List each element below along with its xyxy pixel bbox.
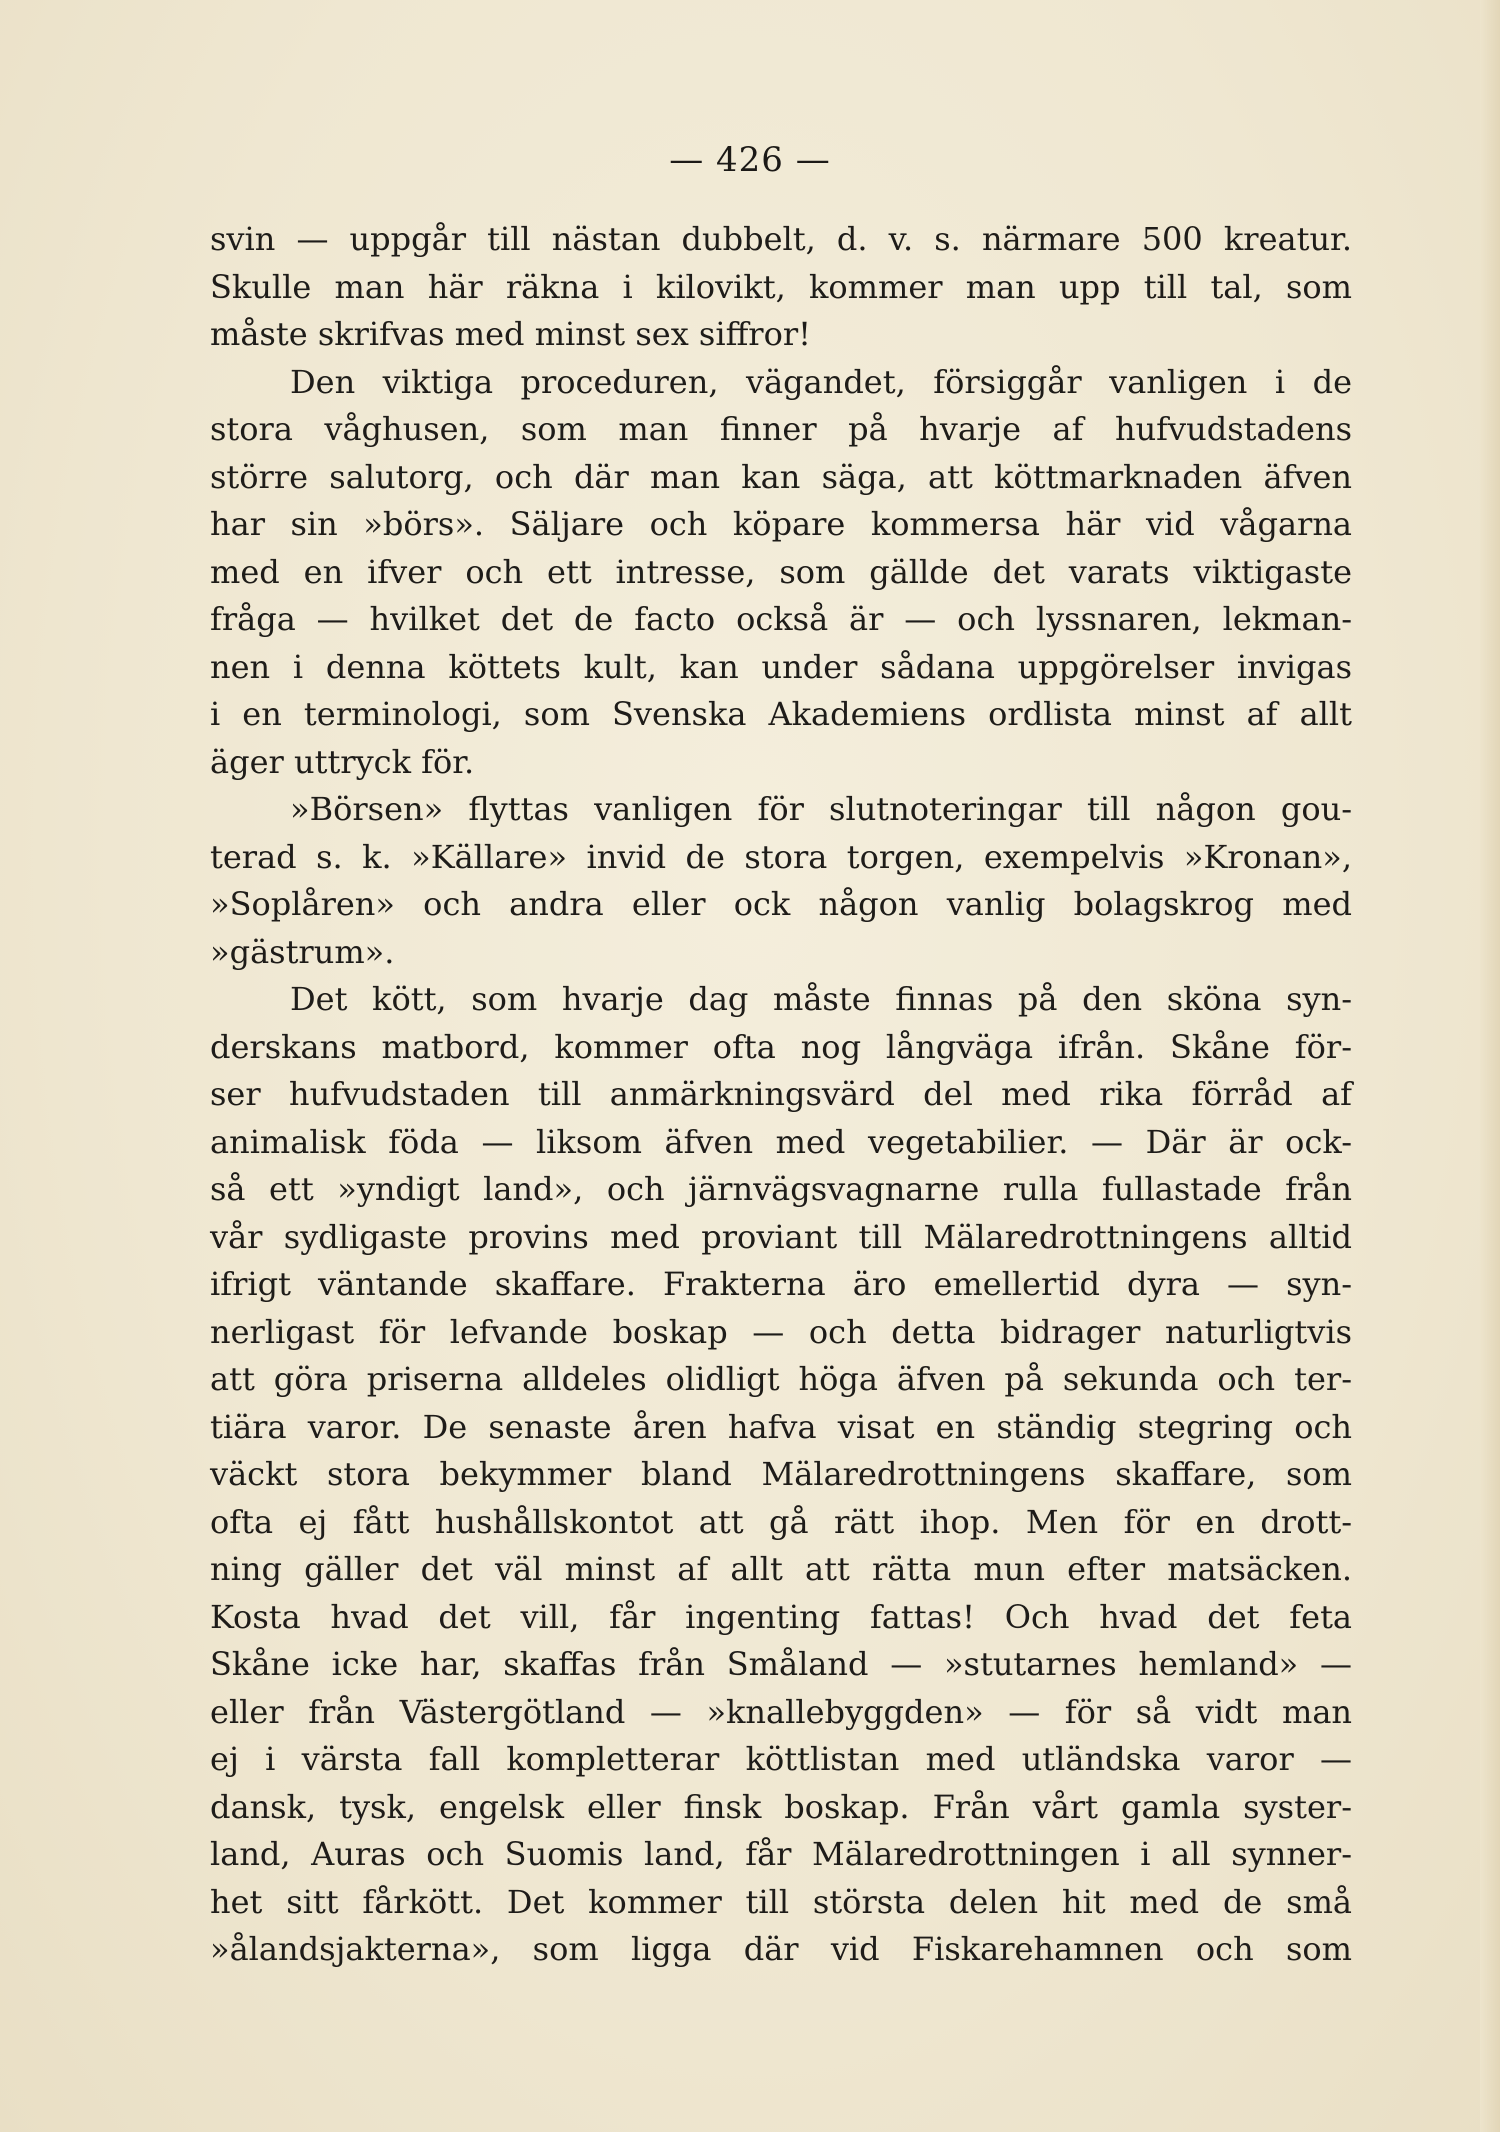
text-line: »Soplåren» och andra eller ock någon vanlig bolagskrog med [210,885,1352,923]
text-line: att göra priserna alldeles olidligt höga äfven på sekunda och ter- [210,1360,1352,1398]
text-line: har sin »börs». Säljare och köpare kommersa här vid vågarna [210,505,1352,543]
text-line: Skulle man här räkna i kilovikt, kommer man upp till tal, som [210,267,1352,306]
text-line: »gästrum». [210,932,395,971]
text-line: ifrigt väntande skaffare. Frakterna äro emellertid dyra — syn- [210,1265,1352,1303]
text-line: stora våghusen, som man finner på hvarje af hufvudstadens [210,410,1352,448]
text-line: fråga — hvilket det de facto också är — och lyssnaren, lekman- [210,600,1352,638]
text-line: äger uttryck för. [210,742,475,781]
text-line: svin — uppgår till nästan dubbelt, d. v. s. närmare 500 kreatur. [210,220,1352,258]
text-line: nen i denna köttets kult, kan under sådana uppgörelser invigas [210,647,1352,686]
text-line: väckt stora bekymmer bland Mälaredrottningens skaffare, som [210,1455,1352,1493]
text-line: måste skrifvas med minst sex siffror! [210,315,812,353]
text-line: terad s. k. »Källare» invid de stora torgen, exempelvis »Kronan», [210,837,1352,876]
text-line: land, Auras och Suomis land, får Mälaredrottningen i all synner- [210,1835,1352,1873]
page-edge [1480,0,1500,2132]
text-line: het sitt fårkött. Det kommer till största delen hit med de små [210,1882,1352,1921]
text-line: derskans matbord, kommer ofta nog långväga ifrån. Skåne för- [210,1027,1352,1066]
text-line: ning gäller det väl minst af allt att rätta mun efter matsäcken. [210,1550,1352,1588]
text-line: eller från Västergötland — »knallebyggden» — för så vidt man [210,1692,1352,1731]
text-line: med en ifver och ett intresse, som gällde det varats viktigaste [210,552,1352,591]
text-line: vår sydligaste provins med proviant till Mälaredrottningens alltid [210,1217,1352,1256]
text-line: så ett »yndigt land», och järnvägsvagnarne rulla fullastade från [210,1170,1352,1208]
text-line: dansk, tysk, engelsk eller finsk boskap. Från vårt gamla syster- [210,1787,1352,1826]
text-line: nerligast för lefvande boskap — och detta bidrager naturligtvis [210,1312,1352,1351]
page-number: — 426 — [669,140,831,180]
text-line: Skåne icke har, skaffas från Småland — »stutarnes hemland» — [210,1645,1352,1683]
text-line: »Börsen» flyttas vanligen för slutnoteringar till någon gou- [290,790,1352,828]
text-line: Det kött, som hvarje dag måste finnas på den sköna syn- [290,980,1352,1018]
body-text [210,216,1352,1974]
text-line: ofta ej fått hushållskontot att gå rätt ihop. Men för en drott- [210,1502,1352,1541]
text-line: större salutorg, och där man kan säga, att köttmarknaden äfven [210,457,1352,496]
text-line: »ålandsjakterna», som ligga där vid Fiskarehamnen och som [210,1930,1352,1968]
text-line: tiära varor. De senaste åren hafva visat en ständig stegring och [210,1407,1352,1446]
text-line: ej i värsta fall kompletterar köttlistan med utländska varor — [210,1740,1352,1778]
text-line: Kosta hvad det vill, får ingenting fattas! Och hvad det feta [210,1597,1352,1636]
text-line: Den viktiga proceduren, vägandet, försiggår vanligen i de [290,362,1352,401]
text-line: ser hufvudstaden till anmärkningsvärd del med rika förråd af [210,1075,1352,1113]
text-line: i en terminologi, som Svenska Akademiens ordlista minst af allt [210,695,1352,733]
text-line: animalisk föda — liksom äfven med vegetabilier. — Där är ock- [210,1122,1352,1161]
